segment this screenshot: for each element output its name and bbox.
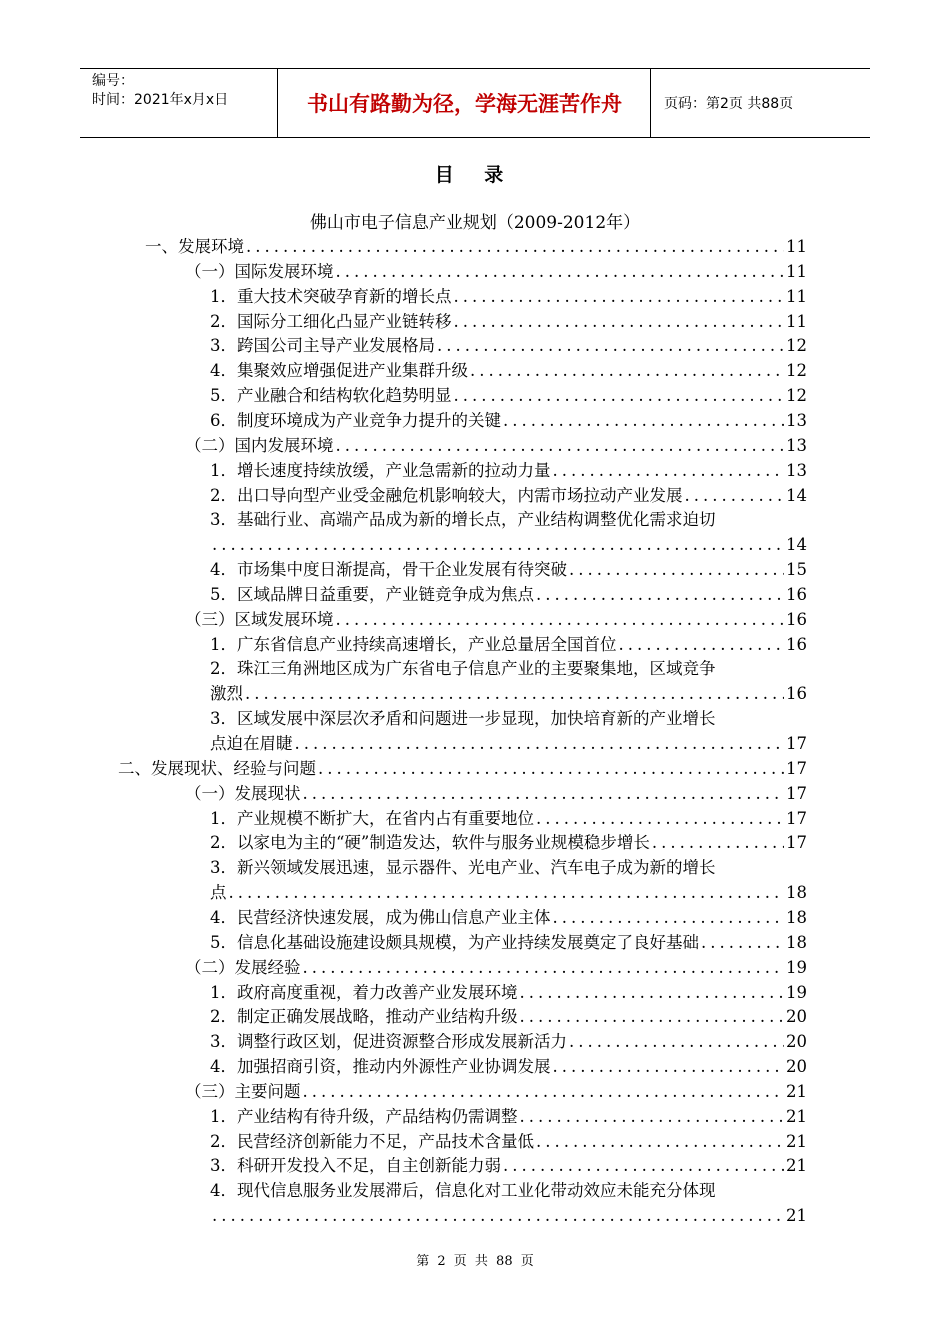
toc-entry-text[interactable]: 2．珠江三角洲地区成为广东省电子信息产业的主要聚集地，区域竞争 <box>210 659 716 679</box>
toc-leader-dots <box>569 1029 784 1054</box>
toc-leader-dots <box>536 582 784 607</box>
toc-page-number: 20 <box>786 1057 807 1077</box>
toc-entry-text: 1．政府高度重视，着力改善产业发展环境 <box>210 982 518 1002</box>
toc-leader-dots <box>295 731 785 756</box>
toc-leader-dots <box>701 930 784 955</box>
page-footer: 第 2 页 共 88 页 <box>416 1254 534 1269</box>
toc-entry-text: 2．出口导向型产业受金融危机影响较大，内需市场拉动产业发展 <box>210 485 683 505</box>
toc-entry[interactable] <box>210 1104 807 1129</box>
toc-leader-dots <box>619 632 785 657</box>
header-page-info: 页码：第2页 共88页 <box>664 96 794 112</box>
toc-leader-dots <box>454 309 785 334</box>
toc-entry[interactable] <box>145 234 807 259</box>
toc-page-number: 19 <box>786 982 807 1002</box>
toc-entry[interactable] <box>210 681 807 706</box>
toc-entry[interactable] <box>210 333 807 358</box>
toc-leader-dots <box>569 557 784 582</box>
toc-page-number: 21 <box>786 1156 807 1176</box>
page-header <box>80 68 870 138</box>
toc-entry-text: 3．科研开发投入不足，自主创新能力弱 <box>210 1156 501 1176</box>
toc-page-number: 21 <box>786 1106 807 1126</box>
toc-leader-dots <box>454 383 785 408</box>
toc-page-number: 13 <box>786 460 807 480</box>
toc-entry[interactable] <box>210 731 807 756</box>
toc-entry-text: 2．民营经济创新能力不足，产品技术含量低 <box>210 1131 534 1151</box>
toc-page-number: 12 <box>786 336 807 356</box>
toc-entry-text: 3．调整行政区划，促进资源整合形成发展新活力 <box>210 1032 567 1052</box>
toc-entry[interactable] <box>185 433 807 458</box>
toc-entry-text: 2．以家电为主的“硬”制造发达，软件与服务业规模稳步增长 <box>210 833 650 853</box>
toc-leader-dots <box>212 532 784 557</box>
toc-leader-dots <box>336 259 785 284</box>
toc-leader-dots <box>553 458 785 483</box>
toc-entry-text: 二、发展现状、经验与问题 <box>118 758 316 778</box>
header-motto: 书山有路勤为径，学海无涯苦作舟 <box>279 69 651 137</box>
toc-entry[interactable] <box>185 1079 807 1104</box>
toc-leader-dots <box>503 1153 784 1178</box>
toc-entry-text: 5．产业融合和结构软化趋势明显 <box>210 386 452 406</box>
toc-page-number: 11 <box>786 286 807 306</box>
toc-entry-text: 4．集聚效应增强促进产业集群升级 <box>210 361 468 381</box>
toc-entry-text[interactable]: 3．新兴领域发展迅速，显示器件、光电产业、汽车电子成为新的增长 <box>210 858 716 878</box>
toc-entry[interactable] <box>210 532 807 557</box>
toc-entry-text: 1．重大技术突破孕育新的增长点 <box>210 286 452 306</box>
toc-page-number: 17 <box>786 808 807 828</box>
toc-entry-text: （一）国际发展环境 <box>185 261 334 281</box>
toc-page-number: 21 <box>786 1131 807 1151</box>
toc-page-number: 15 <box>786 560 807 580</box>
toc-entry-text: 2．国际分工细化凸显产业链转移 <box>210 311 452 331</box>
toc-entry[interactable] <box>185 781 807 806</box>
toc-entry[interactable] <box>210 1029 807 1054</box>
toc-entry-text: （二）国内发展环境 <box>185 435 334 455</box>
toc-page-number: 18 <box>786 932 807 952</box>
toc-page-number: 11 <box>786 237 807 256</box>
toc-entry-text: （一）发展现状 <box>185 783 301 803</box>
toc-leader-dots <box>685 483 785 508</box>
toc-leader-dots <box>553 1054 785 1079</box>
toc-entry-text: 4．民营经济快速发展，成为佛山信息产业主体 <box>210 907 551 927</box>
toc-entry-text: 激烈 <box>210 684 243 704</box>
toc-page-number: 16 <box>786 684 807 704</box>
toc-entry-text: 2．制定正确发展战略，推动产业结构升级 <box>210 1007 518 1027</box>
toc-page-number: 19 <box>786 957 807 977</box>
toc-entry[interactable] <box>185 955 807 980</box>
toc-entry[interactable] <box>210 930 807 955</box>
toc-leader-dots <box>536 1129 784 1154</box>
toc-page-number: 21 <box>786 1081 807 1101</box>
toc-page-number: 17 <box>786 734 807 753</box>
toc-leader-dots <box>553 905 785 930</box>
toc-entry-text[interactable]: 4．现代信息服务业发展滞后，信息化对工业化带动效应未能充分体现 <box>210 1181 716 1201</box>
toc-entry[interactable] <box>210 830 807 855</box>
toc-page-number: 12 <box>786 386 807 406</box>
toc-entry[interactable] <box>185 607 807 632</box>
toc-entry-text[interactable]: 3．基础行业、高端产品成为新的增长点，产业结构调整优化需求迫切 <box>210 510 716 530</box>
toc-leader-dots <box>336 607 785 632</box>
toc-leader-dots <box>303 1079 785 1104</box>
toc-entry[interactable] <box>210 806 807 831</box>
document-subtitle: 佛山市电子信息产业规划（2009-2012年） <box>309 213 641 233</box>
toc-entry[interactable] <box>210 309 807 334</box>
toc-page-number: 13 <box>786 410 807 430</box>
toc-page-number: 16 <box>786 584 807 604</box>
toc-entry[interactable] <box>210 383 807 408</box>
time-label: 时间：2021年x月x日 <box>92 92 229 108</box>
toc-entry[interactable] <box>210 582 807 607</box>
toc-leader-dots <box>503 408 784 433</box>
toc-entry-text: 4．加强招商引资，推动内外源性产业协调发展 <box>210 1057 551 1077</box>
toc-entry-text: 1．产业规模不断扩大，在省内占有重要地位 <box>210 808 534 828</box>
toc-entry-text: 1．增长速度持续放缓，产业急需新的拉动力量 <box>210 460 551 480</box>
toc-entry-text: 一、发展环境 <box>145 237 244 256</box>
toc-leader-dots <box>246 234 784 259</box>
toc-entry[interactable] <box>210 483 807 508</box>
toc-page-number: 21 <box>786 1206 807 1226</box>
toc-entry-text: 6．制度环境成为产业竞争力提升的关键 <box>210 410 501 430</box>
toc-page-number: 18 <box>786 883 807 903</box>
toc-entry[interactable] <box>210 1203 807 1228</box>
toc-page-number: 17 <box>786 758 807 778</box>
toc-entry-text[interactable]: 3．区域发展中深层次矛盾和问题进一步显现，加快培育新的产业增长 <box>210 709 716 729</box>
toc-entry[interactable] <box>210 1153 807 1178</box>
toc-entry-text: 3．跨国公司主导产业发展格局 <box>210 336 435 356</box>
toc-entry-text: 5．信息化基础设施建设颇具规模，为产业持续发展奠定了良好基础 <box>210 932 699 952</box>
toc-entry[interactable] <box>210 980 807 1005</box>
toc-leader-dots <box>245 681 784 706</box>
toc-page-number: 16 <box>786 634 807 654</box>
toc-page-number: 18 <box>786 907 807 927</box>
toc-leader-dots <box>454 284 785 309</box>
toc-leader-dots <box>303 955 785 980</box>
toc-entry[interactable] <box>210 557 807 582</box>
toc-title: 目 录 <box>434 164 516 186</box>
toc-page-number: 11 <box>786 261 807 281</box>
toc-page-number: 13 <box>786 435 807 455</box>
toc-entry[interactable] <box>210 632 807 657</box>
toc-entry-text: 点 <box>210 883 227 903</box>
number-label: 编号： <box>92 73 134 89</box>
toc-leader-dots <box>520 1004 785 1029</box>
toc-leader-dots <box>336 433 785 458</box>
toc-leader-dots <box>229 880 785 905</box>
toc-entry[interactable] <box>210 880 807 905</box>
toc-leader-dots <box>318 756 784 781</box>
toc-entry[interactable] <box>210 408 807 433</box>
toc-page-number: 20 <box>786 1032 807 1052</box>
toc-page-number: 20 <box>786 1007 807 1027</box>
toc-page-number: 17 <box>786 833 807 853</box>
toc-leader-dots <box>470 358 784 383</box>
toc-leader-dots <box>536 806 784 831</box>
toc-leader-dots <box>437 333 784 358</box>
toc-entry-text: （三）区域发展环境 <box>185 609 334 629</box>
header-meta <box>80 69 278 137</box>
toc-entry[interactable] <box>210 1054 807 1079</box>
toc-entry[interactable] <box>210 1004 807 1029</box>
toc-entry-text: 1．广东省信息产业持续高速增长，产业总量居全国首位 <box>210 634 617 654</box>
toc-entry[interactable] <box>210 1129 807 1154</box>
toc-entry-text: 5．区域品牌日益重要，产业链竞争成为焦点 <box>210 584 534 604</box>
toc-entry[interactable] <box>210 458 807 483</box>
toc-page-number: 14 <box>786 485 807 505</box>
toc-leader-dots <box>520 980 785 1005</box>
toc-entry-text: 1．产业结构有待升级，产品结构仍需调整 <box>210 1106 518 1126</box>
toc-entry-text: （三）主要问题 <box>185 1081 301 1101</box>
toc-page-number: 14 <box>786 535 807 555</box>
toc-page-number: 12 <box>786 361 807 381</box>
toc-leader-dots <box>652 830 784 855</box>
toc-entry-text: 点迫在眉睫 <box>210 734 293 753</box>
toc-entry[interactable] <box>118 756 807 781</box>
toc-entry[interactable] <box>185 259 807 284</box>
toc-page-number: 11 <box>786 311 807 331</box>
toc-leader-dots <box>212 1203 784 1228</box>
toc-entry[interactable] <box>210 284 807 309</box>
toc-page-number: 17 <box>786 783 807 803</box>
toc-entry-text: （二）发展经验 <box>185 957 301 977</box>
toc-entry-text: 4．市场集中度日渐提高，骨干企业发展有待突破 <box>210 560 567 580</box>
toc-page-number: 16 <box>786 609 807 629</box>
toc-entry[interactable] <box>210 905 807 930</box>
toc-leader-dots <box>303 781 785 806</box>
toc-entry[interactable] <box>210 358 807 383</box>
toc-leader-dots <box>520 1104 785 1129</box>
